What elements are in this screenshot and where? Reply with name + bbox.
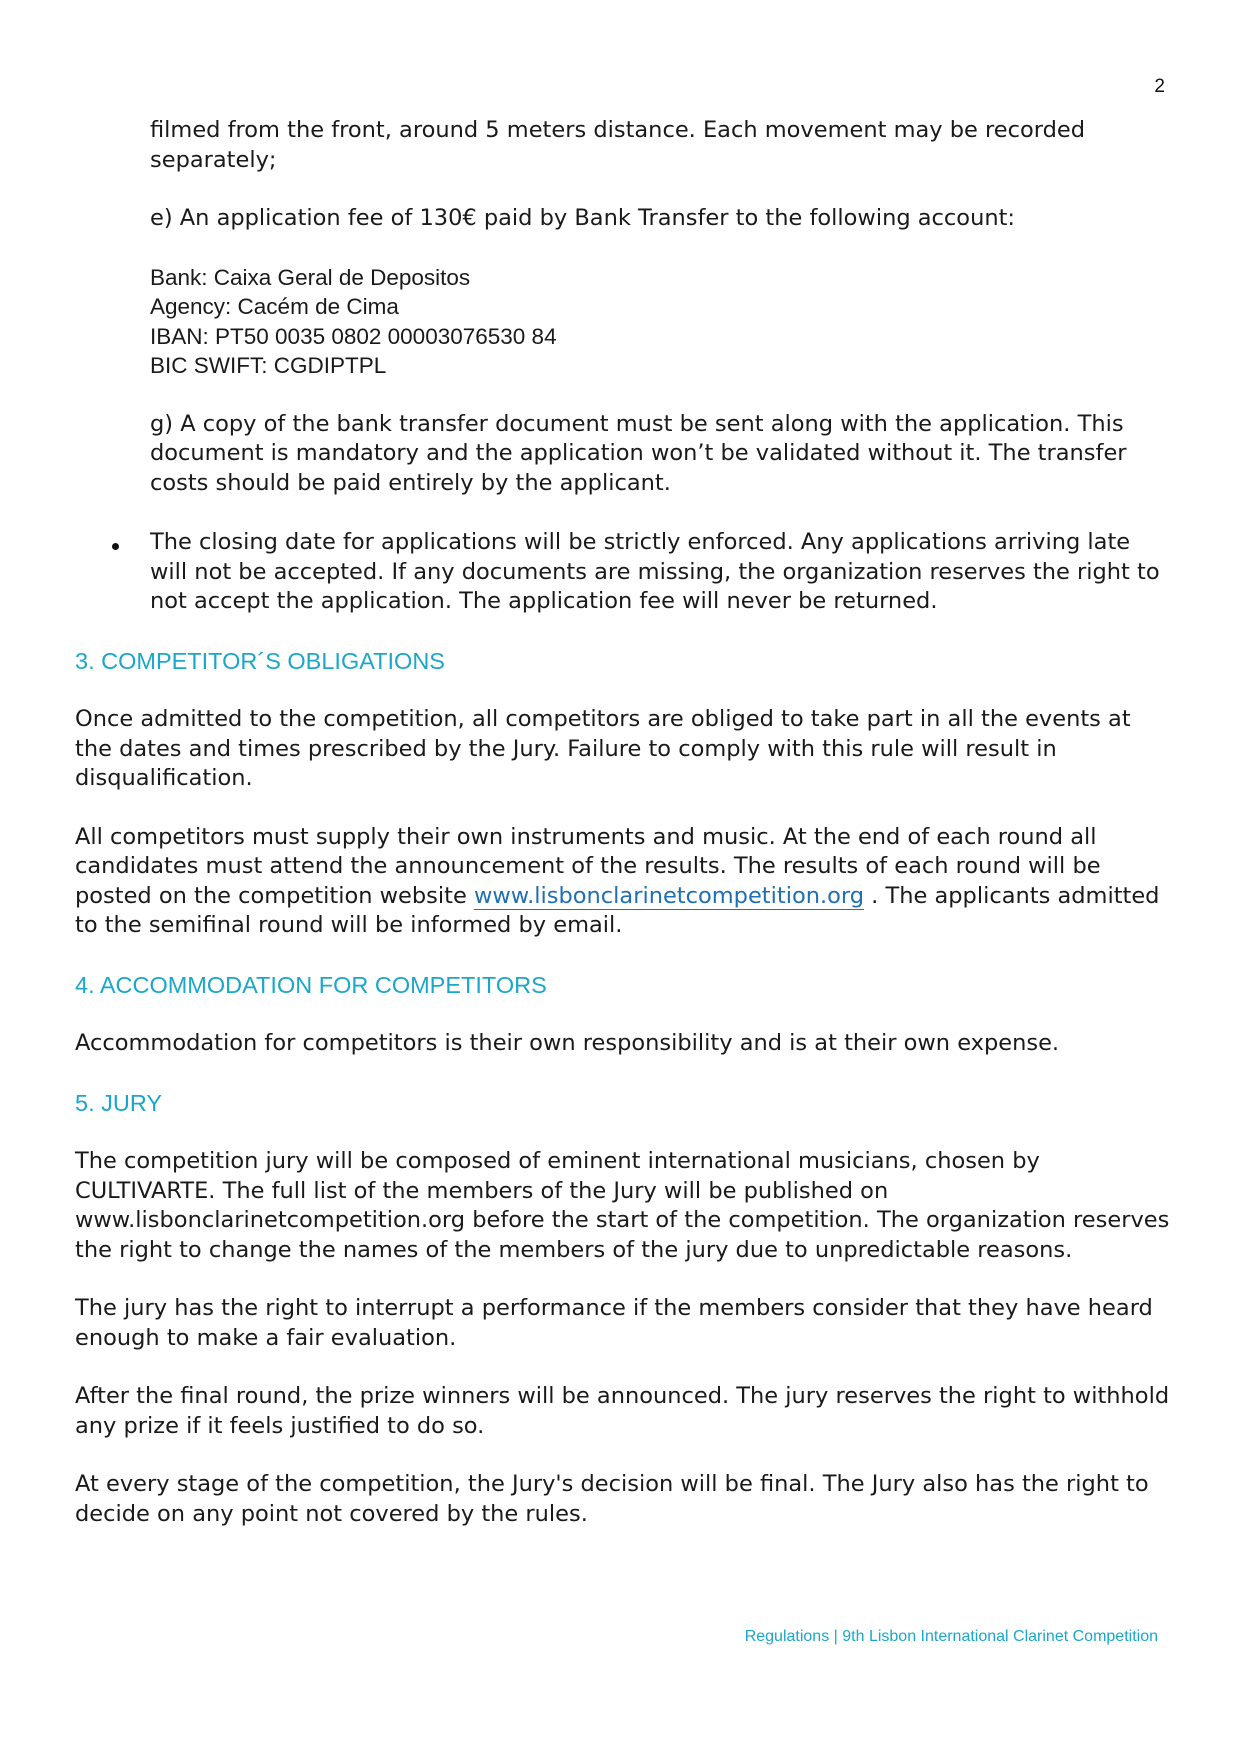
bank-agency: Agency: Cacém de Cima — [150, 294, 399, 319]
jury-paragraph-4: At every stage of the competition, the Jury's decision will be final. The Jury also has the right to decide on any point not covered by the rules. — [75, 1471, 1149, 1527]
section-heading-jury: 5. JURY — [75, 1089, 163, 1116]
competition-website-link[interactable]: www.lisbonclarinetcompetition.org — [473, 882, 865, 909]
bank-name: Bank: Caixa Geral de Depositos — [150, 264, 471, 290]
section-heading-obligations: 3. COMPETITOR´S OBLIGATIONS — [75, 647, 445, 674]
closing-date-bullet — [150, 528, 1170, 617]
bank-iban: IBAN: PT50 0035 0802 00003076530 84 — [150, 323, 557, 349]
obligations-paragraph-2 — [75, 823, 1170, 941]
page-number: 2 — [1154, 76, 1165, 97]
document-body — [75, 116, 1170, 1529]
transfer-copy-text: g) A copy of the bank transfer document must be sent along with the application. This document is mandatory and the application won’t be validated without it. The transfer costs should be paid entirely by the applicant. — [150, 410, 1127, 496]
application-requirements — [150, 116, 1170, 498]
obligations-text-before-link: All competitors must supply their own instruments and music. At the end of each round all candidates must attend the announcement of the results. The results of each round will be posted on the competition website — [75, 823, 1101, 909]
bank-bic-swift: BIC SWIFT: CGDIPTPL — [150, 353, 387, 378]
accommodation-paragraph: Accommodation for competitors is their own responsibility and is at their own expense. — [75, 1030, 1060, 1056]
application-fee-text: e) An application fee of 130€ paid by Bank Transfer to the following account: — [150, 205, 1015, 231]
filmed-requirement-text: filmed from the front, around 5 meters distance. Each movement may be recorded separately; — [150, 117, 1086, 173]
section-heading-accommodation: 4. ACCOMMODATION FOR COMPETITORS — [75, 971, 547, 998]
jury-paragraph-1: The competition jury will be composed of eminent international musicians, chosen by CULTIVARTE. The full list of the members of the Jury will be published on www.lisbonclarinetcompetition.org before the start of the competition. The organization reserves the right to change the names of the members of the jury due to unpredictable reasons. — [75, 1148, 1170, 1263]
obligations-paragraph-1: Once admitted to the competition, all competitors are obliged to take part in all the events at the dates and times prescribed by the Jury. Failure to comply with this rule will result in disqualification. — [75, 706, 1131, 791]
jury-paragraph-3: After the final round, the prize winners will be announced. The jury reserves the right to withhold any prize if it feels justified to do so. — [75, 1383, 1170, 1439]
obligations-text-after-link: . The applicants admitted to the semifinal round will be informed by email. — [75, 882, 1160, 938]
page-footer: Regulations | 9th Lisbon International Clarinet Competition — [744, 1628, 1158, 1645]
bullet-icon — [112, 543, 119, 550]
bank-details — [150, 263, 1170, 381]
closing-date-text: The closing date for applications will be strictly enforced. Any applications arriving late will not be accepted. If any documents are missing, the organization reserves the right to not accept the application. The application fee will never be returned. — [150, 529, 1160, 614]
jury-paragraph-2: The jury has the right to interrupt a performance if the members consider that they have heard enough to make a fair evaluation. — [75, 1295, 1153, 1351]
